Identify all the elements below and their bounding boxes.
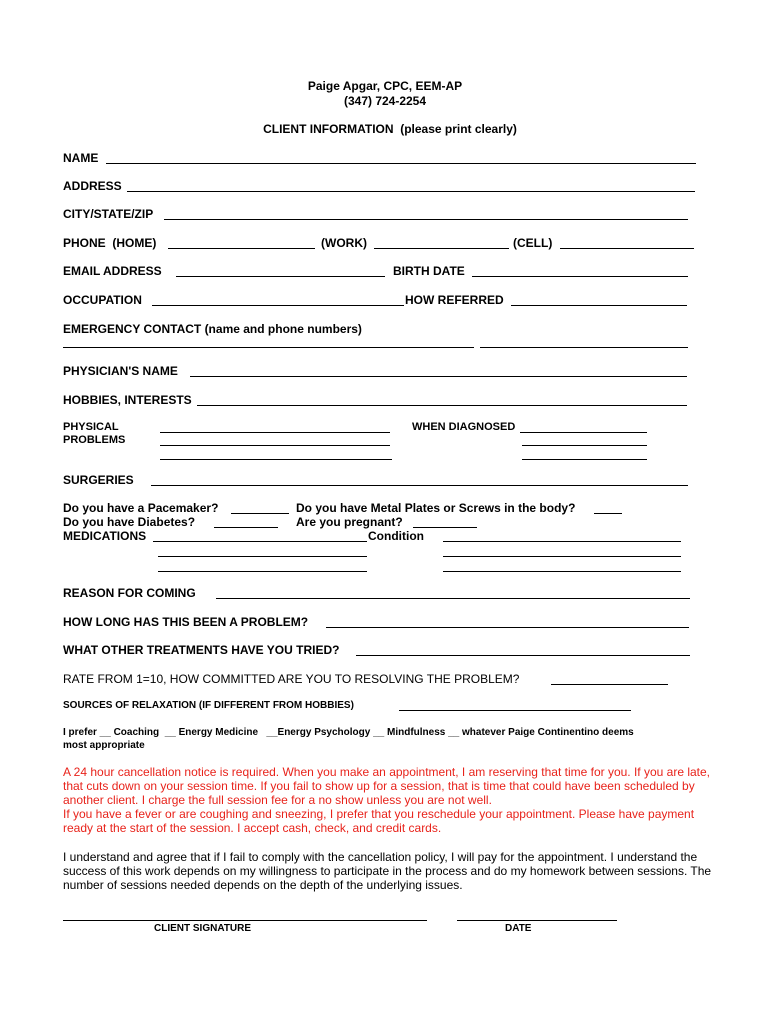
pacemaker-input-line[interactable] xyxy=(231,513,289,514)
client-signature-line[interactable] xyxy=(63,920,427,921)
city-state-zip-input-line[interactable] xyxy=(164,219,688,220)
agreement-statement: I understand and agree that if I fail to comply with the cancellation policy, I will pay for the appointment. I understand the success of this work depends on my willingness to participate in the process and do my homework between sessions. The number of sessions needed depends on the depth of the underlying issues. xyxy=(63,850,712,893)
address-input-line[interactable] xyxy=(127,191,695,192)
rate-label: RATE FROM 1=10, HOW COMMITTED ARE YOU TO RESOLVING THE PROBLEM? xyxy=(63,672,520,686)
physician-label: PHYSICIAN'S NAME xyxy=(63,364,178,378)
how-long-label: HOW LONG HAS THIS BEEN A PROBLEM? xyxy=(63,615,309,629)
phone-work-input-line[interactable] xyxy=(374,248,509,249)
practitioner-name: Paige Apgar, CPC, EEM-AP xyxy=(307,79,463,93)
emergency-phone-input-line[interactable] xyxy=(480,347,688,348)
rate-input-line[interactable] xyxy=(551,684,668,685)
diabetes-label: Do you have Diabetes? xyxy=(63,515,196,529)
emergency-contact-label: EMERGENCY CONTACT (name and phone numbers) xyxy=(63,322,362,336)
email-input-line[interactable] xyxy=(176,276,385,277)
client-signature-label: CLIENT SIGNATURE xyxy=(154,923,252,934)
preference-options-cont: most appropriate xyxy=(63,740,145,751)
how-referred-input-line[interactable] xyxy=(511,305,687,306)
phone-cell-input-line[interactable] xyxy=(560,248,694,249)
problems-label: PROBLEMS xyxy=(63,434,126,446)
when-diagnosed-line-1[interactable] xyxy=(520,432,647,433)
date-line[interactable] xyxy=(457,920,617,921)
name-input-line[interactable] xyxy=(106,163,696,164)
emergency-name-input-line[interactable] xyxy=(63,347,474,348)
occupation-label: OCCUPATION xyxy=(63,293,142,307)
city-state-zip-label: CITY/STATE/ZIP xyxy=(63,207,154,221)
physical-problem-line-3[interactable] xyxy=(160,459,392,460)
address-label: ADDRESS xyxy=(63,179,122,193)
practitioner-phone: (347) 724-2254 xyxy=(343,94,427,108)
physician-input-line[interactable] xyxy=(190,376,687,377)
physical-problem-line-2[interactable] xyxy=(160,445,390,446)
metal-plates-label: Do you have Metal Plates or Screws in the body? xyxy=(296,501,576,515)
pregnant-input-line[interactable] xyxy=(413,527,477,528)
preference-options: I prefer __ Coaching __ Energy Medicine __Energy Psychology __ Mindfulness __ whatever Paige Continentino deems xyxy=(63,727,634,738)
other-treatments-label: WHAT OTHER TREATMENTS HAVE YOU TRIED? xyxy=(63,643,340,657)
when-diagnosed-line-2[interactable] xyxy=(522,445,647,446)
reason-input-line[interactable] xyxy=(216,598,690,599)
how-long-input-line[interactable] xyxy=(326,627,689,628)
phone-home-input-line[interactable] xyxy=(168,248,315,249)
medications-line-1[interactable] xyxy=(153,541,367,542)
metal-plates-input-line[interactable] xyxy=(594,513,622,514)
phone-work-label: (WORK) xyxy=(321,236,367,250)
pregnant-label: Are you pregnant? xyxy=(296,515,403,529)
relaxation-label: SOURCES OF RELAXATION (IF DIFFERENT FROM HOBBIES) xyxy=(63,700,354,711)
name-label: NAME xyxy=(63,151,99,165)
when-diagnosed-label: WHEN DIAGNOSED xyxy=(412,421,516,433)
occupation-input-line[interactable] xyxy=(152,305,404,306)
phone-home-label: PHONE (HOME) xyxy=(63,236,157,250)
hobbies-input-line[interactable] xyxy=(197,405,687,406)
birth-date-label: BIRTH DATE xyxy=(393,264,465,278)
relaxation-input-line[interactable] xyxy=(399,710,631,711)
physical-label: PHYSICAL xyxy=(63,421,119,433)
phone-cell-label: (CELL) xyxy=(513,236,553,250)
pacemaker-label: Do you have a Pacemaker? xyxy=(63,501,219,515)
reason-label: REASON FOR COMING xyxy=(63,586,196,600)
medications-line-3[interactable] xyxy=(158,571,367,572)
condition-label: Condition xyxy=(368,529,424,543)
other-treatments-input-line[interactable] xyxy=(356,655,690,656)
condition-line-2[interactable] xyxy=(443,556,681,557)
medications-label: MEDICATIONS xyxy=(63,529,147,543)
hobbies-label: HOBBIES, INTERESTS xyxy=(63,393,192,407)
form-title: CLIENT INFORMATION (please print clearly) xyxy=(263,122,517,136)
email-label: EMAIL ADDRESS xyxy=(63,264,162,278)
illness-payment-policy: If you have a fever or are coughing and sneezing, I prefer that you reschedule your appointment. Please have payment ready at the start of the session. I accept cash, check, and credit cards. xyxy=(63,807,695,836)
birth-date-input-line[interactable] xyxy=(472,276,688,277)
how-referred-label: HOW REFERRED xyxy=(405,293,504,307)
diabetes-input-line[interactable] xyxy=(214,527,278,528)
surgeries-label: SURGERIES xyxy=(63,473,134,487)
physical-problem-line-1[interactable] xyxy=(160,432,390,433)
cancellation-policy: A 24 hour cancellation notice is required. When you make an appointment, I am reserving that time for you. If you are late, that cuts down on your session time. If you fail to show up for a session, that is time that could have been scheduled by another client. I charge the full session fee for a no show unless you are not well. xyxy=(63,765,711,808)
surgeries-input-line[interactable] xyxy=(151,485,688,486)
medications-line-2[interactable] xyxy=(158,556,367,557)
condition-line-1[interactable] xyxy=(443,541,681,542)
date-label: DATE xyxy=(505,923,532,934)
condition-line-3[interactable] xyxy=(443,571,681,572)
when-diagnosed-line-3[interactable] xyxy=(522,459,647,460)
